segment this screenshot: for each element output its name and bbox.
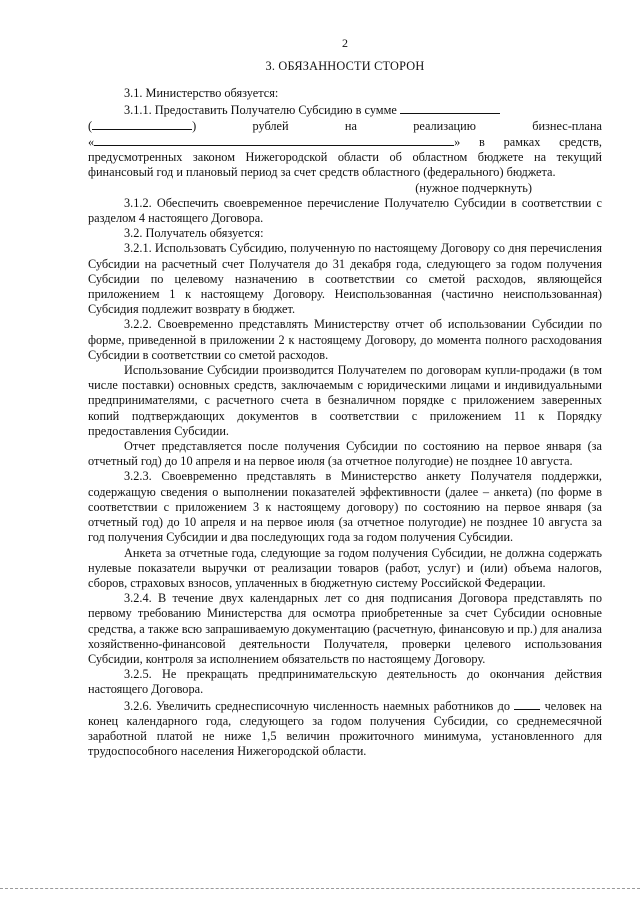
clause-3-2-6 (88, 698, 602, 760)
amount-blank (400, 102, 500, 114)
clause-3-2-1: 3.2.1. Использовать Субсидию, полученную по настоящему Договору со дня перечисления Субсидии на расчетный счет Получателя до 31 декабря года, следующего за годом получения Субсидии по целевому назначению в соответствии со сметой расходов, являющейся приложением 1 к настоящему Договору. Неиспользованная (частично неиспользованная) Субсидия подлежит возврату в бюджет. (88, 241, 602, 317)
clause-3-1-1-text-d: предусмотренных законом Нижегородской области об областном бюджете на текущий финансовый год и плановый период за счет средств областного (федерального) бюджета. (88, 150, 602, 180)
clause-3-1: 3.1. Министерство обязуется: (124, 86, 279, 101)
clause-3-1-1 (88, 102, 602, 118)
clause-3-2-4: 3.2.4. В течение двух календарных лет со дня подписания Договора представлять по первому требованию Министерства для осмотра приобретенные за счет Субсидии основные средства, а также всю запрашиваемую документацию (расчетную, финансовую и пр.) для анализа хозяйственно-финансовой деятельности Получателя, проверки целевого использования Субсидии, контроля за исполнением обязательств по настоящему Договору. (88, 591, 602, 666)
employees-blank (514, 698, 540, 710)
clause-3-2-2-report: Отчет представляется после получения Субсидии по состоянию на первое января (за отчетный год) до 10 апреля и на первое июля (за отчетное полугодие) не позднее 10 августа. (88, 439, 602, 469)
clause-3-2-3-survey: Анкета за отчетные года, следующие за годом получения Субсидии, не должна содержать нулевые показатели выручки от реализации товаров (работ, услуг) и (или) объема налогов, сборов, страховых взносов, уплаченных в бюджетную систему Российской Федерации. (88, 545, 602, 590)
section-title: 3. ОБЯЗАННОСТИ СТОРОН (265, 59, 425, 74)
underline-note: (нужное подчеркнуть) (415, 180, 532, 195)
clause-3-1-1-line2: ( ) рублей на реализацию бизнес-плана (88, 118, 603, 133)
clause-3-2-6-text-b: человек на конец календарного года, следующего за годом получения Субсидии, со среднемесячной заработной платой не ниже 1,5 величин прожиточного минимума, установленного для трудоспособного населения Нижегородской области. (88, 698, 602, 759)
business-plan-blank (94, 134, 454, 146)
clause-3-1-1-text-b: рублей на реализацию бизнес-плана (252, 118, 603, 133)
clause-3-1-1-text-a: 3.1.1. Предоставить Получателю Субсидию в сумме (124, 102, 397, 117)
clause-3-1-2: 3.1.2. Обеспечить своевременное перечисление Получателю Субсидии в соответствии с разделом 4 настоящего Договора. (88, 195, 602, 226)
clause-3-2: 3.2. Получатель обязуется: (124, 226, 264, 241)
clause-3-1-1-line3: « » в рамках средств, (88, 135, 602, 150)
amount-words-blank (92, 118, 192, 130)
page-number: 2 (342, 36, 348, 50)
page-bottom-rule (0, 888, 640, 889)
clause-3-2-2-usage: Использование Субсидии производится Получателем по договорам купли-продажи (в том числе поставки) основных средств, заключаемым с юридическими лицами и индивидуальными предпринимателями, с расчетного счета в безналичном порядке с приложением заверенных копий подтверждающих документов в соответствии с приложением 11 к Порядку предоставления Субсидии. (88, 363, 602, 438)
clause-3-2-5: 3.2.5. Не прекращать предпринимательскую деятельность до окончания действия настоящего Договора. (88, 667, 602, 697)
clause-3-2-6-text-a: 3.2.6. Увеличить среднесписочную численность наемных работников до (124, 698, 511, 713)
clause-3-1-1-text-c: » в рамках средств, (454, 135, 602, 150)
clause-3-2-3: 3.2.3. Своевременно представлять в Министерство анкету Получателя поддержки, содержащую сведения о выполнении показателей эффективности (далее – анкета) (по форме в соответствии с приложением 3 к настоящему договору) по состоянию на первое января (за отчетный год) до 10 апреля и на первое июля (за отчетное полугодие) не позднее 10 августа за год получения Субсидии и два последующих года за годом получения Субсидии. (88, 469, 602, 545)
clause-3-2-2: 3.2.2. Своевременно представлять Министерству отчет об использовании Субсидии по форме, приведенной в приложении 2 к настоящему Договору, до момента полного расходования Субсидии в соответствии со сметой расходов. (88, 317, 602, 362)
